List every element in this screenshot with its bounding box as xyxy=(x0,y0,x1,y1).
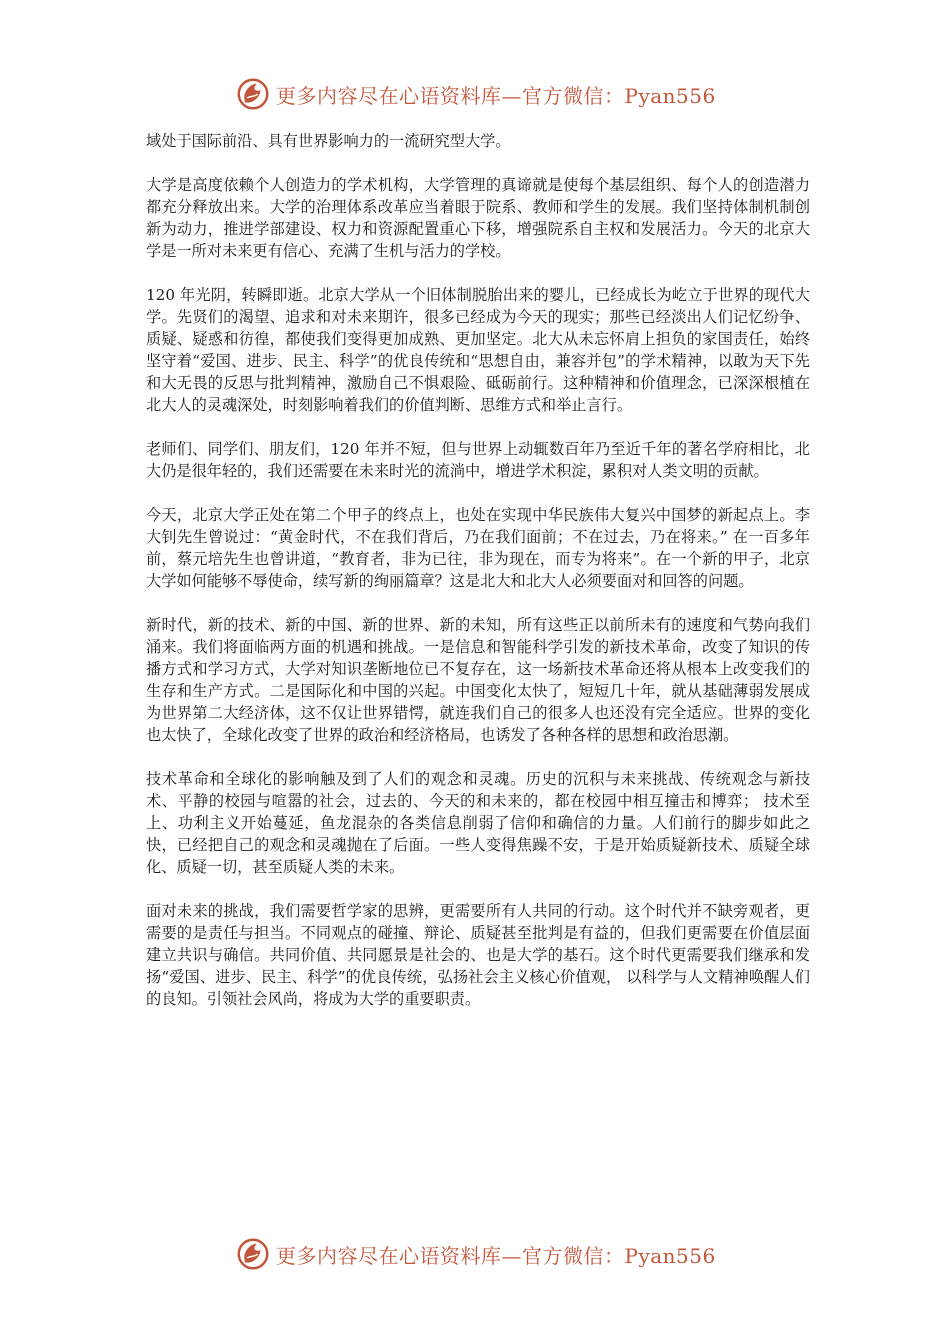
paragraph-4: 老师们、同学们、朋友们，120 年并不短，但与世界上动辄数百年乃至近千年的著名学府相比，北大仍是很年轻的，我们还需要在未来时光的流淌中，增进学术积淀，累积对人类文明的贡献。 xyxy=(146,440,810,480)
watermark-text: 更多内容尽在心语资料库—官方微信：Pyan556 xyxy=(276,83,716,108)
paragraph-5: 今天，北京大学正处在第二个甲子的终点上，也处在实现中华民族伟大复兴中国梦的新起点上。李大钊先生曾说过：“黄金时代，不在我们背后，乃在我们面前；不在过去，乃在将来。” 在一百多年前，蔡元培先生也曾讲道，“教育者，非为已往，非为现在，而专为将来”。在一个新的甲子，北京大学如何能够不辱使命，续写新的绚丽篇章？这是北大和北大人必须要面对和回答的问题。 xyxy=(146,506,810,590)
flame-swirl-logo-icon xyxy=(234,1235,272,1273)
footer-watermark xyxy=(234,1232,754,1276)
watermark-text: 更多内容尽在心语资料库—官方微信：Pyan556 xyxy=(276,1243,716,1268)
paragraph-2: 大学是高度依赖个人创造力的学术机构，大学管理的真谛就是使每个基层组织、每个人的创造潜力都充分释放出来。大学的治理体系改革应当着眼于院系、教师和学生的发展。我们坚持体制机制创新为动力，推进学部建设、权力和资源配置重心下移，增强院系自主权和发展活力。今天的北京大学是一所对未来更有信心、充满了生机与活力的学校。 xyxy=(146,176,810,260)
flame-swirl-logo-icon xyxy=(234,75,272,113)
paragraph-1: 域处于国际前沿、具有世界影响力的一流研究型大学。 xyxy=(146,132,511,150)
paragraph-7: 技术革命和全球化的影响触及到了人们的观念和灵魂。历史的沉积与未来挑战、传统观念与新技术、平静的校园与喧嚣的社会，过去的、今天的和未来的，都在校园中相互撞击和博弈； 技术至上、功利主义开始蔓延，鱼龙混杂的各类信息削弱了信仰和确信的力量。人们前行的脚步如此之快，已经把自己的观念和灵魂抛在了后面。一些人变得焦躁不安，于是开始质疑新技术、质疑全球化、质疑一切，甚至质疑人类的未来。 xyxy=(146,770,810,876)
header-watermark xyxy=(234,72,754,116)
document-body xyxy=(146,130,810,1032)
paragraph-3: 120 年光阴，转瞬即逝。北京大学从一个旧体制脱胎出来的婴儿，已经成长为屹立于世界的现代大学。先贤们的渴望、追求和对未来期许，很多已经成为今天的现实；那些已经淡出人们记忆纷争、质疑、疑惑和彷徨，都使我们变得更加成熟、更加坚定。北大从未忘怀肩上担负的家国责任，始终坚守着“爱国、进步、民主、科学”的优良传统和“思想自由，兼容并包”的学术精神，以敢为天下先和大无畏的反思与批判精神，激励自己不惧艰险、砥砺前行。这种精神和价值理念，已深深根植在北大人的灵魂深处，时刻影响着我们的价值判断、思维方式和举止言行。 xyxy=(146,286,810,414)
paragraph-8: 面对未来的挑战，我们需要哲学家的思辨，更需要所有人共同的行动。这个时代并不缺旁观者，更需要的是责任与担当。不同观点的碰撞、辩论、质疑甚至批判是有益的，但我们更需要在价值层面建立共识与确信。共同价值、共同愿景是社会的、也是大学的基石。这个时代更需要我们继承和发扬“爱国、进步、民主、科学”的优良传统，弘扬社会主义核心价值观， 以科学与人文精神唤醒人们的良知。引领社会风尚，将成为大学的重要职责。 xyxy=(146,902,810,1008)
paragraph-6: 新时代，新的技术、新的中国、新的世界、新的未知，所有这些正以前所未有的速度和气势向我们涌来。我们将面临两方面的机遇和挑战。一是信息和智能科学引发的新技术革命，改变了知识的传播方式和学习方式，大学对知识垄断地位已不复存在，这一场新技术革命还将从根本上改变我们的生存和生产方式。二是国际化和中国的兴起。中国变化太快了，短短几十年，就从基础薄弱发展成为世界第二大经济体，这不仅让世界错愕，就连我们自己的很多人也还没有完全适应。世界的变化也太快了，全球化改变了世界的政治和经济格局，也诱发了各种各样的思想和政治思潮。 xyxy=(146,616,810,744)
